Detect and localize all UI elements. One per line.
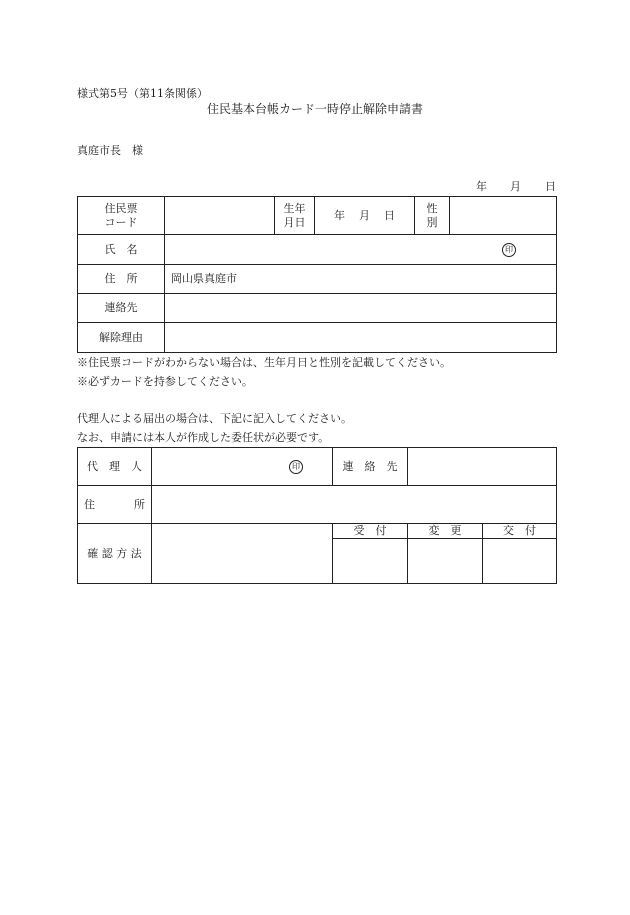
agent-address-field[interactable] (152, 486, 557, 524)
sex-label: 性 別 (415, 197, 450, 235)
verification-method-label: 確 認 方 法 (78, 524, 152, 584)
agent-intro-2: なお、申請には本人が作成した委任状が必要です。 (77, 431, 330, 444)
contact-field[interactable] (165, 294, 557, 323)
address-field[interactable] (165, 265, 557, 294)
resident-code-field[interactable] (165, 197, 275, 235)
page-title: 住民基本台帳カード一時停止解除申請書 (207, 102, 424, 116)
name-label: 氏 名 (78, 235, 165, 265)
name-field[interactable] (165, 235, 557, 265)
agent-contact-field[interactable] (408, 448, 557, 486)
addressee: 真庭市長 様 (77, 144, 143, 157)
agent-table (77, 447, 557, 584)
date-month-label: 月 (510, 180, 521, 193)
issue-stamp-field[interactable] (483, 539, 557, 584)
reason-label: 解除理由 (78, 323, 165, 353)
agent-label: 代 理 人 (78, 448, 152, 486)
agent-name-field[interactable] (152, 448, 333, 486)
date-year-label: 年 (476, 180, 487, 193)
reason-field[interactable] (165, 323, 557, 353)
change-stamp-field[interactable] (408, 539, 483, 584)
birthdate-field[interactable]: 年 月 日 (315, 197, 415, 235)
note-code: ※住民票コードがわからない場合は、生年月日と性別を記載してください。 (77, 356, 451, 369)
receipt-stamp-field[interactable] (333, 539, 408, 584)
address-value: 岡山県真庭市 (171, 272, 237, 286)
contact-label: 連絡先 (78, 294, 165, 323)
applicant-table (77, 196, 557, 353)
col-issue-header: 交 付 (483, 524, 557, 539)
address-label: 住 所 (78, 265, 165, 294)
sex-field[interactable] (450, 197, 557, 235)
seal-mark-icon: 印 (502, 243, 516, 257)
col-receipt-header: 受 付 (333, 524, 408, 539)
verification-method-field[interactable] (152, 524, 333, 584)
note-card: ※必ずカードを持参してください。 (77, 375, 253, 388)
agent-seal-mark-icon: 印 (289, 460, 303, 474)
date-day-label: 日 (545, 180, 556, 193)
resident-code-label: 住民票 コード (78, 197, 165, 235)
agent-contact-label: 連 絡 先 (333, 448, 408, 486)
agent-intro-1: 代理人による届出の場合は、下記に記入してください。 (77, 412, 352, 425)
birthdate-label: 生年 月日 (275, 197, 315, 235)
form-number: 様式第5号（第11条関係） (77, 87, 208, 100)
col-change-header: 変 更 (408, 524, 483, 539)
agent-address-label: 住 所 (78, 486, 152, 524)
